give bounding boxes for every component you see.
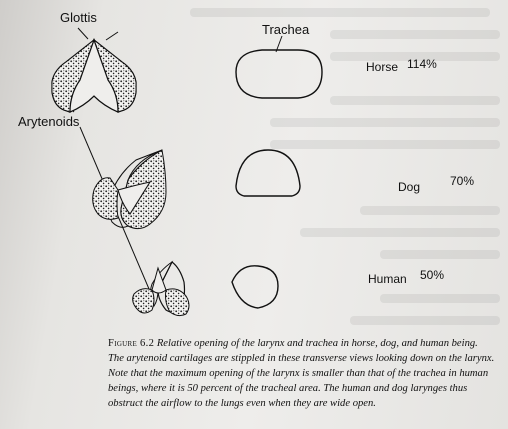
horse-larynx — [52, 40, 136, 112]
horse-percent-label: 114% — [407, 57, 437, 71]
figure-caption — [108, 336, 496, 411]
human-left-arytenoid — [133, 289, 154, 313]
human-percent-label: 50% — [420, 268, 445, 282]
dog-species-label: Dog — [398, 180, 421, 194]
human-trachea — [232, 266, 278, 308]
dog-larynx — [93, 150, 166, 229]
human-species-label: Human — [368, 272, 407, 286]
arytenoids-label: Arytenoids — [18, 114, 80, 129]
glottis-leader-line — [106, 32, 118, 40]
glottis-label: Glottis — [60, 10, 97, 25]
caption-figure-number: Figure 6.2 — [108, 338, 155, 349]
dog-percent-label: 70% — [450, 174, 475, 188]
dog-left-arytenoid — [93, 178, 118, 220]
dog-trachea — [236, 150, 300, 196]
trachea-label: Trachea — [262, 22, 310, 37]
human-glottis-opening — [152, 268, 166, 293]
horse-trachea — [236, 50, 322, 98]
glottis-leader-line — [78, 28, 88, 39]
caption-text: Relative opening of the larynx and trachea in horse, dog, and human being. The arytenoid cartilages are stippled in these transverse views looking down on the larynx. Note that the maximum opening of the larynx is smaller than that of the trachea in human beings, where it is 50 percent of the tracheal area. The human and dog larynges thus obstruct the airflow to the lungs even when they are wide open. — [108, 338, 495, 409]
horse-species-label: Horse — [366, 60, 399, 74]
